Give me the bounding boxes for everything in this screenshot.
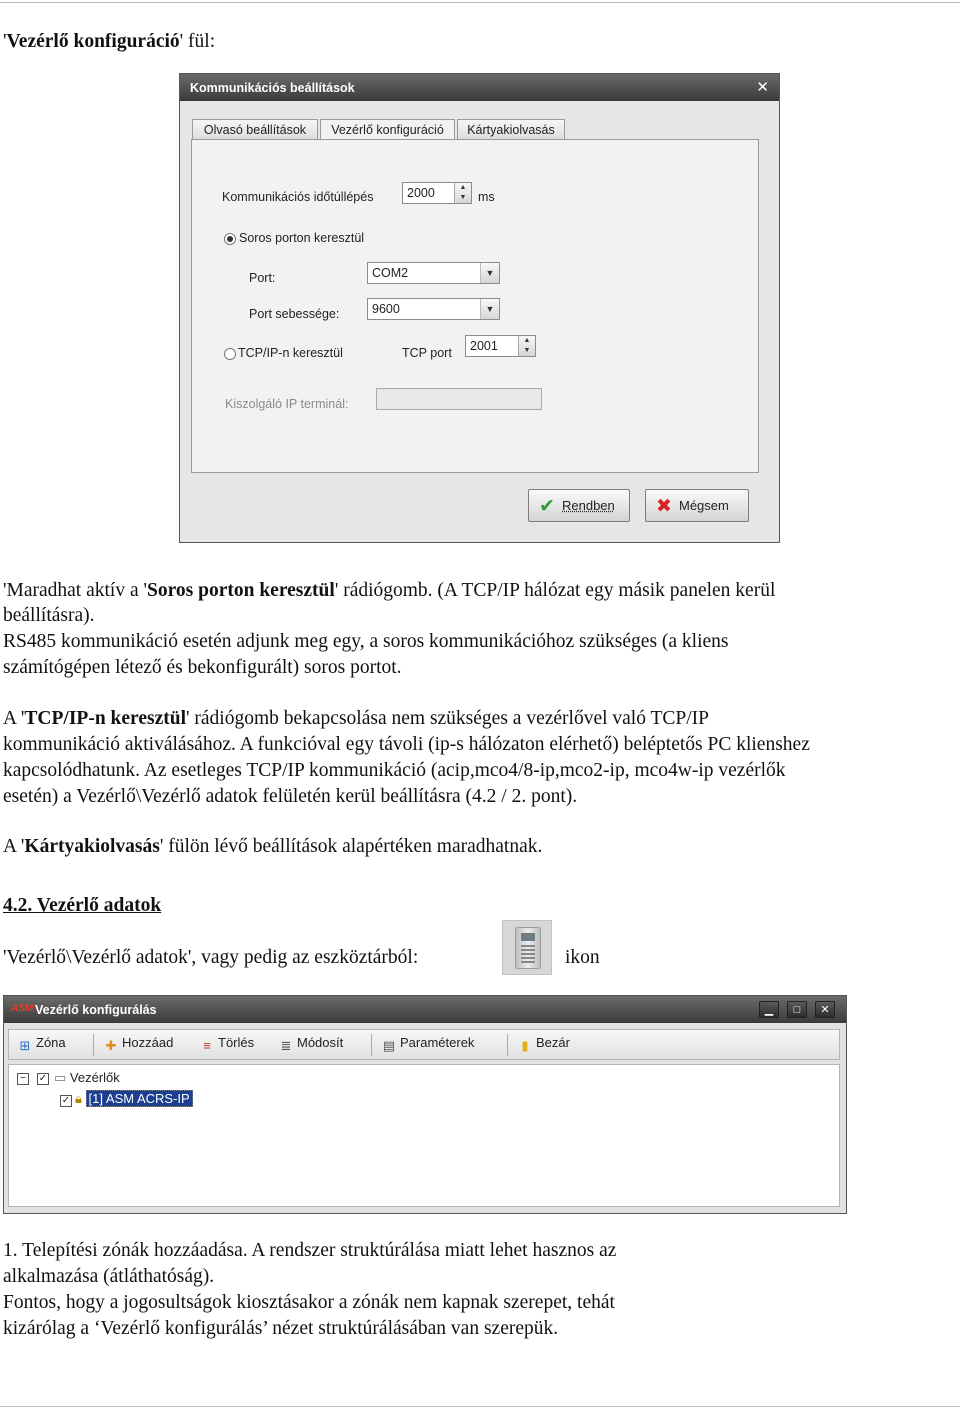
spin-arrows-icon[interactable]: ▲ ▼ <box>518 336 535 356</box>
top-rule <box>0 2 960 3</box>
toolbar <box>8 1029 840 1060</box>
para4-line4: kizárólag a ‘Vezérlő konfigurálás’ nézet struktúrálásában van szerepük. <box>3 1318 559 1339</box>
controller-tree <box>8 1064 840 1207</box>
para1-line2: beállításra). <box>3 605 95 626</box>
close-button[interactable]: ▮ Bezár <box>517 1035 570 1055</box>
parameters-button[interactable]: ▤ Paraméterek <box>382 1035 475 1053</box>
controller-device-icon[interactable] <box>502 920 552 975</box>
x-icon: ✖ <box>656 496 672 517</box>
para4-line3: Fontos, hogy a jogosultságok kiosztásakor a zónák nem kapnak szerepet, tehát <box>3 1292 615 1313</box>
modify-button[interactable]: ≣ Módosít <box>278 1035 343 1055</box>
asm-logo: ASM <box>11 1003 34 1014</box>
tree-child[interactable] <box>75 1091 193 1107</box>
zone-icon: ⊞ <box>19 1038 31 1053</box>
selected-item: [1] ASM ACRS-IP <box>86 1090 193 1107</box>
check-icon: ✔ <box>539 496 555 517</box>
settings-panel <box>191 139 759 473</box>
tcp-port-stepper[interactable] <box>465 335 536 357</box>
port-value: COM2 <box>372 266 409 280</box>
delete-icon: ≡ <box>203 1038 211 1053</box>
child-checkbox[interactable]: ✓ <box>61 1095 71 1106</box>
server-ip-label: Kiszolgáló IP terminál: <box>225 397 349 411</box>
tree-root[interactable]: ▭ Vezérlők <box>54 1070 120 1085</box>
close-icon[interactable]: ✕ <box>756 79 769 96</box>
speed-label: Port sebessége: <box>249 307 340 321</box>
root-checkbox[interactable]: ✓ <box>38 1073 48 1084</box>
timeout-label: Kommunikációs időtúllépés <box>222 190 374 204</box>
cancel-button[interactable]: ✖ Mégsem <box>645 489 749 522</box>
folder-icon: ▭ <box>54 1070 67 1085</box>
server-ip-input[interactable] <box>376 388 542 410</box>
para1-line4: számítógépen létező és bekonfigurált) soros portot. <box>3 657 402 678</box>
zone-button[interactable]: ⊞ Zóna <box>17 1035 66 1055</box>
close-icon[interactable]: ✕ <box>815 1001 835 1018</box>
tcp-radio-label: TCP/IP-n keresztül <box>238 346 343 360</box>
door-icon: ▮ <box>521 1038 529 1053</box>
icon-word: ikon <box>565 947 600 968</box>
tcp-port-label: TCP port <box>402 346 452 360</box>
serial-radio[interactable] <box>224 233 236 245</box>
add-icon: ✚ <box>105 1038 117 1053</box>
tab-reader-settings[interactable]: Olvasó beállítások <box>192 119 318 140</box>
speed-select[interactable] <box>367 298 500 320</box>
para3: A 'Kártyakiolvasás' fülön lévő beállítások alapértéken maradhatnak. <box>3 836 543 857</box>
maximize-icon[interactable]: □ <box>787 1001 807 1018</box>
bottom-rule <box>0 1406 960 1407</box>
chevron-down-icon[interactable]: ▼ <box>480 299 499 319</box>
tab-card-reading[interactable]: Kártyakiolvasás <box>457 119 565 140</box>
modify-icon: ≣ <box>280 1038 292 1053</box>
para1-line3: RS485 kommunikáció esetén adjunk meg egy, a soros kommunikációhoz szükséges (a kliens <box>3 631 729 652</box>
tab-controller-config[interactable]: Vezérlő konfiguráció <box>320 119 455 141</box>
speed-value: 9600 <box>372 302 400 316</box>
intro-line: 'Vezérlő konfiguráció' fül: <box>3 31 216 52</box>
controller-config-window <box>3 995 847 1214</box>
para1-line1: 'Maradhat aktív a 'Soros porton keresztül' rádiógomb. (A TCP/IP hálózat egy másik panelen kerül <box>3 580 776 601</box>
spin-arrows-icon[interactable]: ▲ ▼ <box>454 183 471 203</box>
chevron-down-icon[interactable]: ▼ <box>480 263 499 283</box>
timeout-value: 2000 <box>407 186 435 200</box>
minimize-icon[interactable]: ▁ <box>759 1001 779 1018</box>
window-title: Vezérlő konfigurálás <box>35 1003 157 1017</box>
para4-line2: alkalmazása (átláthatóság). <box>3 1266 215 1287</box>
collapse-toggle[interactable]: − <box>17 1073 29 1085</box>
dialog-titlebar <box>180 74 779 101</box>
lock-icon: 🔒︎ <box>75 1091 82 1106</box>
communication-settings-dialog <box>179 73 780 543</box>
delete-button[interactable]: ≡ Törlés <box>199 1035 254 1055</box>
section-line: 'Vezérlő\Vezérlő adatok', vagy pedig az eszköztárból: <box>3 947 419 968</box>
tcp-port-value: 2001 <box>470 339 498 353</box>
para2-line4: esetén) a Vezérlő\Vezérlő adatok felületén kerül beállításra (4.2 / 2. pont). <box>3 786 578 807</box>
dialog-title: Kommunikációs beállítások <box>190 81 355 95</box>
section-heading: 4.2. Vezérlő adatok <box>3 895 162 916</box>
serial-radio-label: Soros porton keresztül <box>239 231 365 245</box>
para2-line2: kommunikáció aktiválásához. A funkcióval egy távoli (ip-s hálózaton elérhető) beléptetős PC klienshez <box>3 734 810 755</box>
port-label: Port: <box>249 271 276 285</box>
timeout-stepper[interactable] <box>402 182 472 204</box>
para2-line3: kapcsolódhatunk. Az esetleges TCP/IP kommunikáció (acip,mco4/8-ip,mco2-ip, mco4w-ip vezérlők <box>3 760 786 781</box>
para4-line1: 1. Telepítési zónák hozzáadása. A rendszer struktúrálása miatt lehet hasznos az <box>3 1240 617 1261</box>
parameters-icon: ▤ <box>382 1038 396 1053</box>
window-titlebar <box>4 996 846 1023</box>
add-button[interactable]: ✚ Hozzáad <box>103 1035 173 1055</box>
ok-button[interactable]: ✔ Rendben <box>528 489 630 522</box>
port-select[interactable] <box>367 262 500 284</box>
para2-line1: A 'TCP/IP-n keresztül' rádiógomb bekapcsolása nem szükséges a vezérlővel való TCP/IP <box>3 708 710 729</box>
tcp-radio[interactable] <box>224 348 236 360</box>
timeout-unit: ms <box>478 190 495 204</box>
